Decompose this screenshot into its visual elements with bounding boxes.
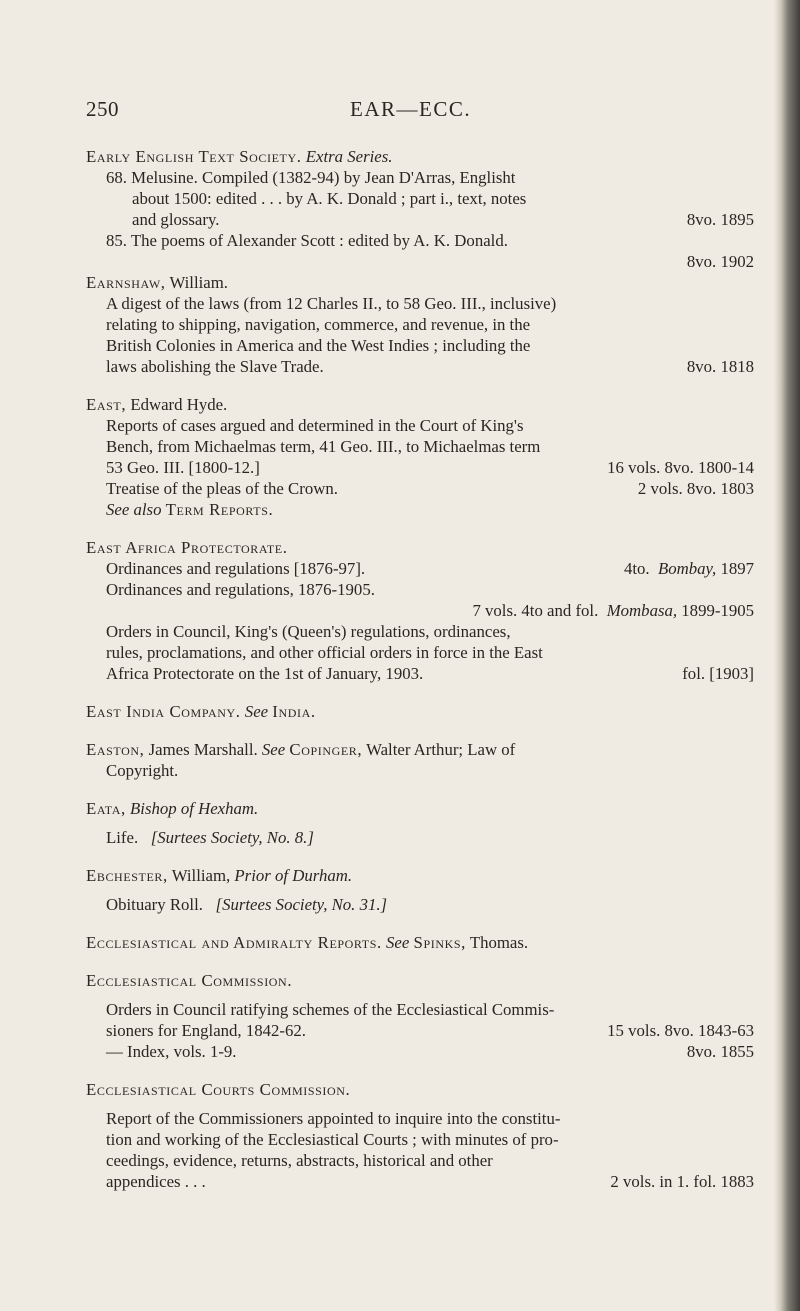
item-line: A digest of the laws (from 12 Charles II., to 58 Geo. III., inclusive) xyxy=(106,294,557,313)
entry-ebchester xyxy=(86,865,754,915)
heading-title: Prior of Durham. xyxy=(234,866,353,885)
heading-name: Eata, xyxy=(86,799,126,818)
item-line xyxy=(106,1171,754,1192)
item-text: Treatise of the pleas of the Crown. xyxy=(106,479,338,498)
item-line xyxy=(106,558,754,579)
see-link[interactable]: Copinger, xyxy=(289,740,363,759)
item-format-date: 8vo. 1902 xyxy=(686,252,754,271)
heading-name: East, xyxy=(86,395,127,414)
heading-name: Ecclesiastical Commission. xyxy=(86,971,293,990)
entry-east-edward-hyde xyxy=(86,394,754,520)
item-year: 1899-1905 xyxy=(681,601,754,620)
item-place: Bombay, xyxy=(657,559,717,578)
see-link-rest: Walter Arthur; Law of xyxy=(366,740,516,759)
heading-forename: Edward Hyde. xyxy=(130,395,228,414)
item-format-date: 8vo. 1895 xyxy=(686,210,754,229)
item-format-date: 8vo. 1818 xyxy=(686,357,754,376)
item-format: 4to. xyxy=(623,559,650,578)
heading-name: East Africa Protectorate. xyxy=(86,538,288,557)
item-report xyxy=(86,1108,754,1192)
item-text: 53 Geo. III. [1800-12.] xyxy=(106,458,260,477)
item-series: [Surtees Society, No. 31.] xyxy=(215,895,388,914)
see-also-link[interactable]: Term Reports. xyxy=(165,500,274,519)
entry-heading xyxy=(86,701,754,722)
item-line: ceedings, evidence, returns, abstracts, historical and other xyxy=(106,1151,493,1170)
item-text: and glossary. xyxy=(132,210,220,229)
item-line: tion and working of the Ecclesiastical Courts ; with minutes of pro- xyxy=(106,1130,559,1149)
item-line: Copyright. xyxy=(106,761,179,780)
heading-name: Ecclesiastical and Admiralty Reports. xyxy=(86,933,382,952)
entry-ecclesiastical-commission xyxy=(86,970,754,1062)
item-line: rules, proclamations, and other official orders in force in the East xyxy=(106,643,543,662)
item-text: sioners for England, 1842-62. xyxy=(106,1021,306,1040)
item-text: Ordinances and regulations [1876-97]. xyxy=(106,559,366,578)
item-format-date xyxy=(106,600,754,621)
heading-forename: James Marshall. xyxy=(148,740,258,759)
heading-forename: William. xyxy=(169,273,228,292)
entry-easton xyxy=(86,739,754,781)
entry-heading xyxy=(86,865,754,886)
item-orders-in-council xyxy=(86,621,754,684)
item-text: — Index, vols. 1-9. xyxy=(106,1042,237,1061)
entry-heading xyxy=(86,1079,754,1100)
item-format-date: 2 vols. in 1. fol. 1883 xyxy=(610,1172,754,1191)
heading-title: Bishop of Hexham. xyxy=(130,799,259,818)
see-link[interactable]: Spinks, xyxy=(413,933,466,952)
item-line: Orders in Council, King's (Queen's) regulations, ordinances, xyxy=(106,622,511,641)
item-ordinances-1905 xyxy=(86,579,754,621)
item-line: Reports of cases argued and determined in the Court of King's xyxy=(106,416,524,435)
see-label: See xyxy=(261,740,286,759)
item-format-date: 16 vols. 8vo. 1800-14 xyxy=(607,458,754,477)
entry-east-africa-protectorate xyxy=(86,537,754,684)
item-format-date: 2 vols. 8vo. 1803 xyxy=(637,479,754,498)
item-line: British Colonies in America and the West Indies ; including the xyxy=(106,336,531,355)
heading-forename: William, xyxy=(171,866,231,885)
item-line xyxy=(106,1020,754,1041)
entry-heading xyxy=(86,394,754,415)
entry-ecclesiastical-courts-commission xyxy=(86,1079,754,1192)
see-continuation xyxy=(86,760,754,781)
entry-earnshaw xyxy=(86,272,754,377)
entry-heading xyxy=(86,146,754,167)
item-line: Report of the Commissioners appointed to inquire into the constitu- xyxy=(106,1109,561,1128)
item-line xyxy=(106,478,754,499)
heading-name: Early English Text Society. xyxy=(86,147,302,166)
see-link-rest: Thomas. xyxy=(469,933,529,952)
heading-name: Earnshaw, xyxy=(86,273,166,292)
item-life xyxy=(86,827,754,848)
heading-name: Ebchester, xyxy=(86,866,168,885)
entry-east-india-company xyxy=(86,701,754,722)
heading-name: Easton, xyxy=(86,740,145,759)
item-format-date xyxy=(624,558,754,579)
see-also-label: See also xyxy=(106,500,162,519)
item-line: 85. The poems of Alexander Scott : edited by A. K. Donald. xyxy=(106,231,508,250)
item-text: laws abolishing the Slave Trade. xyxy=(106,357,324,376)
item-line: 68. Melusine. Compiled (1382-94) by Jean D'Arras, Englisht xyxy=(106,168,516,187)
heading-name: Ecclesiastical Courts Commission. xyxy=(86,1080,351,1099)
entry-eata xyxy=(86,798,754,848)
item-format-date: 8vo. 1855 xyxy=(686,1042,754,1061)
see-link[interactable]: India. xyxy=(272,702,316,721)
item-line xyxy=(106,1041,754,1062)
item-line: about 1500: edited . . . by A. K. Donald ; part i., text, notes xyxy=(132,189,527,208)
item-format-date: 15 vols. 8vo. 1843-63 xyxy=(607,1021,754,1040)
item-85 xyxy=(86,230,754,272)
item-digest xyxy=(86,293,754,377)
item-ordinances-1897 xyxy=(86,558,754,579)
item-line xyxy=(106,356,754,377)
item-text: Life. xyxy=(106,828,139,847)
item-format-date: fol. [1903] xyxy=(682,664,754,683)
running-head: EAR—ECC. xyxy=(350,97,472,121)
item-treatise xyxy=(86,478,754,499)
item-year: 1897 xyxy=(720,559,754,578)
entry-heading xyxy=(86,537,754,558)
see-label: See xyxy=(386,933,410,952)
item-68 xyxy=(86,167,754,230)
item-line: relating to shipping, navigation, commerce, and revenue, in the xyxy=(106,315,531,334)
item-text: Africa Protectorate on the 1st of January, 1903. xyxy=(106,664,424,683)
item-reports xyxy=(86,415,754,478)
see-also-reference xyxy=(86,499,754,520)
item-series: [Surtees Society, No. 8.] xyxy=(150,828,314,847)
entry-heading xyxy=(86,272,754,293)
item-place: Mombasa, xyxy=(606,601,678,620)
item-line xyxy=(106,209,754,230)
heading-series: Extra Series. xyxy=(305,147,393,166)
page-number: 250 xyxy=(86,97,119,121)
item-format: 7 vols. 4to and fol. xyxy=(472,601,599,620)
page-edge-shadow xyxy=(774,0,800,1311)
entry-heading xyxy=(86,739,754,760)
item-text: appendices . . . xyxy=(106,1172,206,1191)
heading-name: East India Company. xyxy=(86,702,241,721)
item-orders-in-council xyxy=(86,999,754,1062)
entry-early-english-text-society xyxy=(86,146,754,272)
page-header xyxy=(0,97,760,131)
entry-heading xyxy=(86,970,754,991)
item-line xyxy=(106,663,754,684)
item-line: Ordinances and regulations, 1876-1905. xyxy=(106,580,375,599)
item-line: Orders in Council ratifying schemes of the Ecclesiastical Commis- xyxy=(106,1000,555,1019)
see-label: See xyxy=(244,702,269,721)
item-line xyxy=(106,457,754,478)
entry-heading xyxy=(86,932,754,953)
item-text: Obituary Roll. xyxy=(106,895,203,914)
item-line: Bench, from Michaelmas term, 41 Geo. III., to Michaelmas term xyxy=(106,437,541,456)
entry-heading xyxy=(86,798,754,819)
entry-ecclesiastical-admiralty-reports xyxy=(86,932,754,953)
catalogue-body xyxy=(86,146,754,1209)
item-obituary-roll xyxy=(86,894,754,915)
